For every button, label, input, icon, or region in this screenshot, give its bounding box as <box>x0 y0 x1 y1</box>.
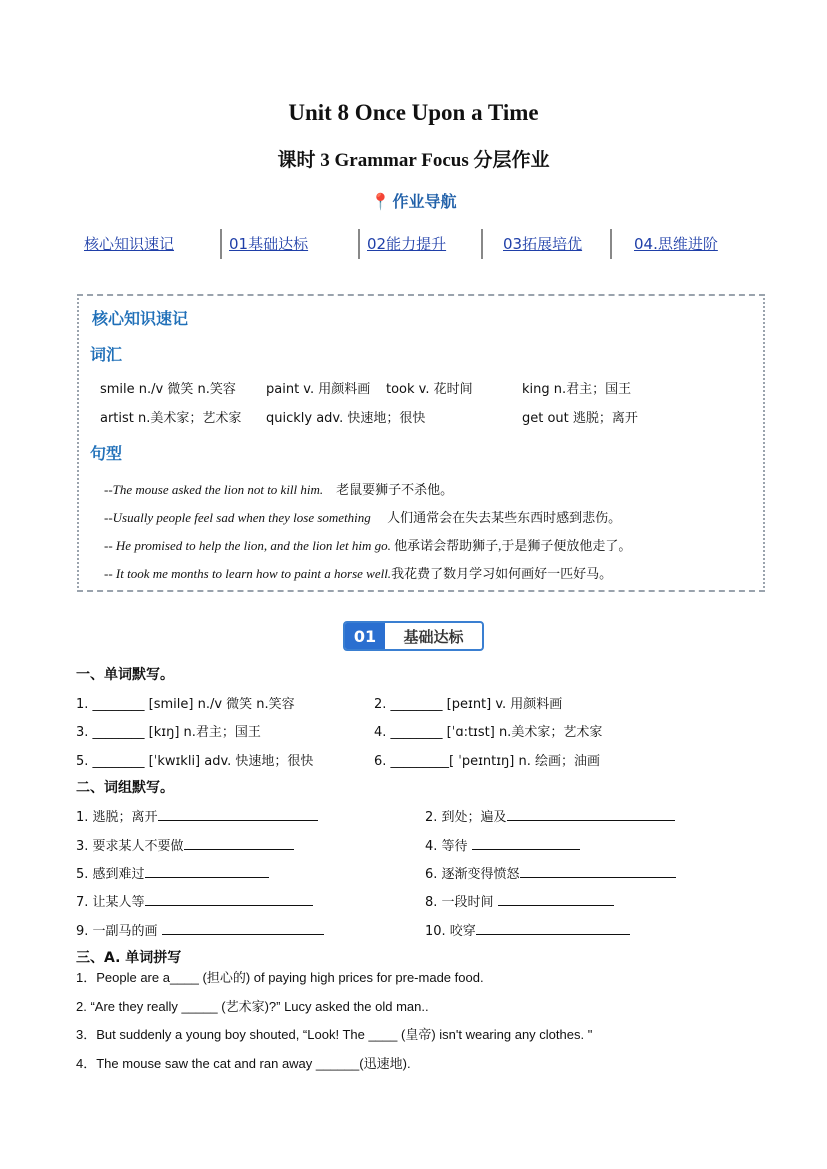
q2-heading: 二、词组默写。 <box>76 780 174 796</box>
q1-item-6: 6. _________[ ˈpeɪntɪŋ] n. 绘画；油画 <box>374 754 601 769</box>
vocab-heading: 词汇 <box>90 345 123 364</box>
core-knowledge-heading: 核心知识速记 <box>92 309 189 328</box>
page-title: Unit 8 Once Upon a Time <box>288 100 539 125</box>
vocab-took: took v. 花时间 <box>386 382 473 397</box>
answer-blank <box>498 892 614 906</box>
q2-item-3: 3. 要求某人不要做 <box>76 835 294 854</box>
sentence-1: --The mouse asked the lion not to kill him. 老鼠要狮子不杀他。 <box>104 482 454 497</box>
q2-item-1: 1. 逃脱；离开 <box>76 806 318 825</box>
q3-item-3: 3．But suddenly a young boy shouted, “Look! The ____ (皇帝) isn't wearing any clothes. " <box>76 1027 593 1042</box>
q1-item-3: 3. ________ [kɪŋ] n.君主；国王 <box>76 725 261 740</box>
q2-item-7: 7. 让某人等 <box>76 891 313 910</box>
q2-item-10: 10. 咬穿 <box>425 920 630 939</box>
q2-item-9: 9. 一副马的画 <box>76 920 324 939</box>
sentence-3: -- He promised to help the lion, and the lion let him go. 他承诺会帮助狮子,于是狮子便放他走了。 <box>104 538 632 553</box>
answer-blank <box>520 864 676 878</box>
nav-link-04[interactable]: 04.思维进阶 <box>634 235 718 253</box>
answer-blank <box>507 807 675 821</box>
badge-label: 基础达标 <box>403 627 464 646</box>
answer-blank <box>158 807 318 821</box>
q1-item-2: 2. ________ [peɪnt] v. 用颜料画 <box>374 697 563 712</box>
sentence-heading: 句型 <box>90 444 123 463</box>
nav-separator <box>610 229 612 259</box>
nav-link-02[interactable]: 02能力提升 <box>367 235 447 253</box>
homework-nav-label <box>0 189 827 212</box>
q3-heading: 三、A. 单词拼写 <box>76 950 182 966</box>
answer-blank <box>184 836 294 850</box>
q2-item-4: 4. 等待 <box>425 835 580 854</box>
page-subtitle: 课时 3 Grammar Focus 分层作业 <box>277 150 550 171</box>
vocab-quickly: quickly adv. 快速地；很快 <box>266 411 426 426</box>
q3-item-4: 4．The mouse saw the cat and ran away ______(迅速地). <box>76 1056 411 1071</box>
q2-item-5: 5. 感到难过 <box>76 863 269 882</box>
nav-link-core[interactable]: 核心知识速记 <box>84 235 175 253</box>
q1-heading: 一、单词默写。 <box>76 667 174 683</box>
nav-separator <box>481 229 483 259</box>
sentence-2: --Usually people feel sad when they lose something 人们通常会在失去某些东西时感到悲伤。 <box>104 510 622 525</box>
nav-separator <box>220 229 222 259</box>
q3-item-2: 2. “Are they really _____ (艺术家)?” Lucy asked the old man.. <box>76 999 429 1014</box>
answer-blank <box>162 921 324 935</box>
q2-item-2: 2. 到处；遍及 <box>425 806 675 825</box>
nav-separator <box>358 229 360 259</box>
q1-item-5: 5. ________ [ˈkwɪkli] adv. 快速地；很快 <box>76 754 314 769</box>
nav-link-01[interactable]: 01基础达标 <box>229 235 309 253</box>
sentence-4: -- It took me months to learn how to paint a horse well.我花费了数月学习如何画好一匹好马。 <box>104 566 613 581</box>
answer-blank <box>145 892 313 906</box>
vocab-get-out: get out 逃脱；离开 <box>522 411 638 426</box>
q2-item-8: 8. 一段时间 <box>425 891 614 910</box>
badge-number: 01 <box>345 623 385 649</box>
q1-item-1: 1. ________ [smile] n./v 微笑 n.笑容 <box>76 697 295 712</box>
nav-link-03[interactable]: 03拓展培优 <box>503 235 583 253</box>
q1-item-4: 4. ________ [ˈɑ:tɪst] n.美术家；艺术家 <box>374 725 603 740</box>
answer-blank <box>145 864 269 878</box>
q2-item-6: 6. 逐渐变得愤怒 <box>425 863 676 882</box>
location-pin-icon: 📍 <box>370 192 391 211</box>
vocab-king: king n.君主；国王 <box>522 382 632 397</box>
nav-label-text: 作业导航 <box>392 192 457 211</box>
vocab-paint: paint v. 用颜料画 <box>266 382 371 397</box>
vocab-smile: smile n./v 微笑 n.笑容 <box>100 382 236 397</box>
section-01-badge <box>343 621 484 651</box>
vocab-artist: artist n.美术家；艺术家 <box>100 411 242 426</box>
answer-blank <box>476 921 630 935</box>
q3-item-1: 1．People are a____ (担心的) of paying high prices for pre-made food. <box>76 970 484 985</box>
answer-blank <box>472 836 580 850</box>
